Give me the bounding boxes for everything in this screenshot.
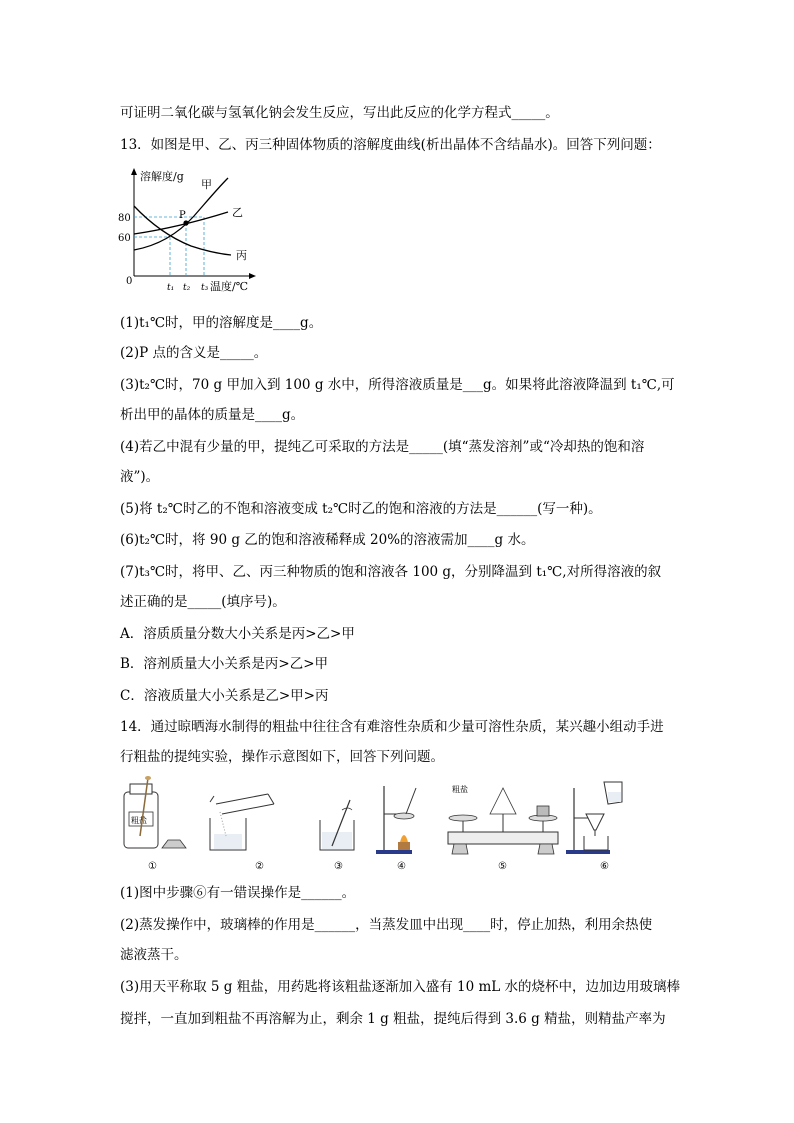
question-13-3-cont: 析出甲的晶体的质量是____g。 bbox=[120, 407, 305, 423]
question-13-4: (4)若乙中混有少量的甲，提纯乙可采取的方法是_____(填“蒸发溶剂”或“冷却热的饱和溶 bbox=[120, 439, 645, 455]
tick-t1: t₁ bbox=[167, 283, 175, 293]
tick-60: 60 bbox=[118, 233, 131, 244]
balance-icon bbox=[448, 784, 558, 854]
step-number-5: ⑤ bbox=[498, 861, 507, 872]
question-14-2: (2)蒸发操作中，玻璃棒的作用是______，当蒸发皿中出现____时，停止加热，利用余热使 bbox=[120, 917, 653, 933]
option-c: C．溶液质量大小关系是乙>甲>丙 bbox=[120, 688, 329, 704]
series-label-bing: 丙 bbox=[236, 249, 247, 262]
question-14-1: (1)图中步骤⑥有一错误操作是______。 bbox=[120, 885, 356, 901]
question-13-7: (7)t₃℃时，将甲、乙、丙三种物质的饱和溶液各 100 g，分别降温到 t₁℃,对所得溶液的叙 bbox=[120, 564, 662, 580]
step-number-3: ③ bbox=[334, 861, 343, 872]
x-axis-label: 温度/℃ bbox=[210, 280, 249, 293]
question-13-1: (1)t₁℃时，甲的溶解度是____g。 bbox=[120, 315, 323, 331]
option-b: B．溶剂质量大小关系是丙>乙>甲 bbox=[120, 656, 329, 672]
tick-t3: t₃ bbox=[201, 283, 209, 293]
question-13-3: (3)t₂℃时，70 g 甲加入到 100 g 水中，所得溶液质量是___g。如果将此溶液降温到 t₁℃,可 bbox=[120, 377, 675, 393]
origin-label: 0 bbox=[126, 276, 133, 287]
beaker-cylinder-icon bbox=[210, 794, 274, 850]
question-14-3: (3)用天平称取 5 g 粗盐，用药匙将该粗盐逐渐加入盛有 10 mL 水的烧杯中，边加边用玻璃棒 bbox=[120, 979, 681, 995]
tick-80: 80 bbox=[118, 213, 131, 224]
question-14: 14．通过晾晒海水制得的粗盐中往往含有难溶性杂质和少量可溶性杂质，某兴趣小组动手进 bbox=[120, 719, 664, 735]
series-label-yi: 乙 bbox=[232, 206, 243, 219]
question-14-3-cont: 搅拌，一直加到粗盐不再溶解为止，剩余 1 g 粗盐，提纯后得到 3.6 g 精盐，则精盐产率为 bbox=[120, 1011, 666, 1027]
point-p-label: P bbox=[179, 210, 186, 221]
reagent-jar-icon bbox=[124, 776, 186, 848]
filtration-icon bbox=[566, 782, 622, 854]
series-label-jia: 甲 bbox=[201, 178, 212, 191]
solubility-curve-graph bbox=[116, 166, 256, 296]
jar-label: 粗盐 bbox=[131, 816, 147, 825]
option-a: A．溶质质量分数大小关系是丙>乙>甲 bbox=[120, 626, 355, 642]
balance-label: 粗盐 bbox=[452, 785, 468, 794]
stirring-beaker-icon bbox=[320, 800, 354, 850]
question-13-7-cont: 述正确的是_____(填序号)。 bbox=[120, 594, 286, 610]
point-p bbox=[183, 220, 188, 225]
question-13-5: (5)将 t₂℃时乙的不饱和溶液变成 t₂℃时乙的饱和溶液的方法是______(写一种)。 bbox=[120, 501, 602, 517]
step-number-1: ① bbox=[148, 861, 157, 872]
question-13-2: (2)P 点的含义是_____。 bbox=[120, 345, 268, 361]
y-axis-label: 溶解度/g bbox=[140, 170, 184, 183]
question-13: 13．如图是甲、乙、丙三种固体物质的溶解度曲线(析出晶体不含结晶水)。回答下列问题： bbox=[120, 137, 661, 153]
question-14-2-cont: 滤液蒸干。 bbox=[120, 947, 188, 963]
tick-t2: t₂ bbox=[183, 283, 191, 293]
evaporation-stand-icon bbox=[376, 786, 416, 854]
question-13-6: (6)t₂℃时，将 90 g 乙的饱和溶液稀释成 20%的溶液需加____g 水。 bbox=[120, 532, 535, 548]
apparatus-illustration bbox=[118, 774, 638, 874]
step-number-2: ② bbox=[255, 861, 264, 872]
question-13-4-cont: 液”)。 bbox=[120, 469, 160, 485]
question-14-cont: 行粗盐的提纯实验，操作示意图如下，回答下列问题。 bbox=[120, 749, 444, 765]
step-number-6: ⑥ bbox=[600, 861, 609, 872]
text-line: 可证明二氧化碳与氢氧化钠会发生反应，写出此反应的化学方程式_____。 bbox=[120, 105, 559, 121]
step-number-4: ④ bbox=[397, 861, 406, 872]
